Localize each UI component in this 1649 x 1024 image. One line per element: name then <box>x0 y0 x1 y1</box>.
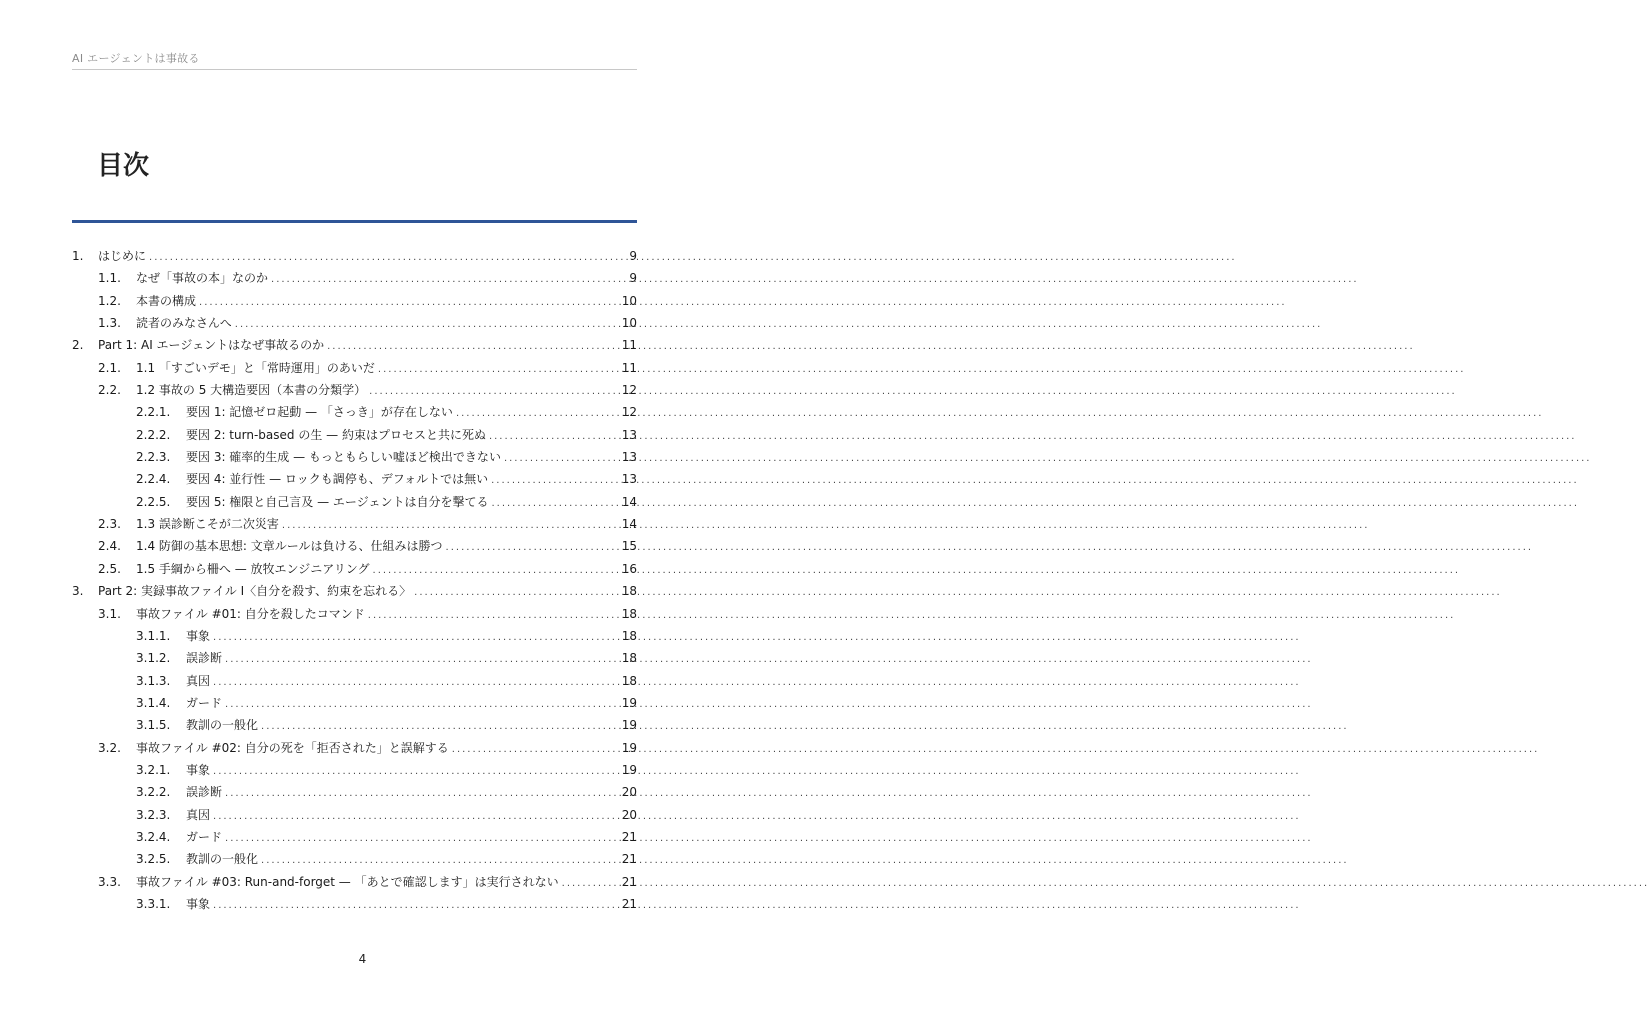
toc-entry-number: 2.2.1. <box>136 405 171 420</box>
toc-entry-title: 要因 1: 記憶ゼロ起動 — 「さっき」が存在しない <box>186 405 453 420</box>
toc-entry-page: 19 <box>621 762 637 777</box>
toc-entry-number: 3.1.3. <box>136 673 171 688</box>
toc-entry-page: 19 <box>621 695 637 710</box>
toc-dot-leader <box>225 783 620 805</box>
toc-entry-page: 14 <box>621 517 637 532</box>
toc-entry-title: 要因 4: 並行性 — ロックも調停も、デフォルトでは無い <box>186 472 489 487</box>
toc-entry-title: Part 1: AI エージェントはなぜ事故るのか <box>98 338 325 353</box>
toc-entry-page: 12 <box>621 405 637 420</box>
page-number: 4 <box>358 952 367 966</box>
toc-entry-page: 9 <box>629 249 637 263</box>
toc-entry[interactable] <box>72 513 637 535</box>
header-divider <box>72 69 637 70</box>
toc-entry[interactable] <box>72 312 637 334</box>
toc-entry-page: 9 <box>629 271 637 286</box>
toc-dot-leader <box>491 470 620 492</box>
toc-entry-number: 3.1.4. <box>136 695 171 710</box>
toc-entry[interactable] <box>72 670 637 692</box>
toc-entry[interactable] <box>72 737 637 759</box>
toc-entry-page: 18 <box>621 606 637 621</box>
toc-entry-number: 3.3.1. <box>136 896 171 911</box>
toc-entry[interactable] <box>72 535 637 557</box>
toc-entry-title: ガード <box>186 695 223 710</box>
toc-entry-page: 19 <box>621 740 637 755</box>
toc-entry-page: 11 <box>621 360 637 375</box>
toc-entry[interactable] <box>72 558 637 580</box>
toc-entry-number: 3.3. <box>98 874 121 889</box>
toc-entry[interactable] <box>72 625 637 647</box>
toc-dot-leader <box>213 895 620 917</box>
toc-entry[interactable] <box>72 446 637 468</box>
toc-entry[interactable] <box>72 580 637 602</box>
toc-entry-page: 18 <box>621 651 637 666</box>
toc-dot-leader <box>378 359 620 381</box>
toc-entry[interactable] <box>72 848 637 870</box>
toc-dot-leader <box>489 426 620 448</box>
toc-dot-leader <box>225 649 620 671</box>
title-divider <box>72 220 637 223</box>
toc-entry-page: 18 <box>621 584 637 599</box>
toc-entry-number: 1.1. <box>98 271 121 286</box>
toc-entry-page: 20 <box>621 807 637 822</box>
toc-entry-title: 事故ファイル #01: 自分を殺したコマンド <box>136 606 365 621</box>
toc-entry-number: 3.2. <box>98 740 121 755</box>
toc-entry-number: 1.3. <box>98 316 121 331</box>
toc-entry-number: 2.5. <box>98 561 121 576</box>
toc-entry-number: 3.2.5. <box>136 852 171 867</box>
toc-entry[interactable] <box>72 826 637 848</box>
toc-entry[interactable] <box>72 714 637 736</box>
toc-dot-leader <box>373 560 620 582</box>
toc-dot-leader <box>327 336 620 358</box>
toc-entry-number: 1.2. <box>98 293 121 308</box>
toc-entry-page: 21 <box>621 852 637 867</box>
toc-dot-leader <box>414 582 620 604</box>
toc-entry-title: ガード <box>186 829 223 844</box>
toc-entry-number: 3.2.2. <box>136 785 171 800</box>
toc-entry[interactable] <box>72 379 637 401</box>
toc-entry-page: 12 <box>621 383 637 398</box>
toc-entry-title: 要因 5: 権限と自己言及 — エージェントは自分を撃てる <box>186 494 489 509</box>
toc-entry-title: 真因 <box>186 673 211 688</box>
toc-entry[interactable] <box>72 647 637 669</box>
toc-entry[interactable] <box>72 267 637 289</box>
toc-entry-number: 3.2.3. <box>136 807 171 822</box>
toc-entry-title: 事象 <box>186 896 211 911</box>
toc-entry-number: 3.1.5. <box>136 718 171 733</box>
toc-entry-title: 真因 <box>186 807 211 822</box>
toc-entry-number: 1. <box>72 249 84 263</box>
toc-entry-page: 21 <box>621 896 637 911</box>
toc-entry-number: 2.3. <box>98 517 121 532</box>
toc-dot-leader <box>491 493 619 515</box>
toc-entry-number: 3. <box>72 584 84 599</box>
toc-entry-number: 3.2.1. <box>136 762 171 777</box>
toc-dot-leader <box>213 672 620 694</box>
toc-entry-page: 18 <box>621 628 637 643</box>
toc-entry-page: 10 <box>621 293 637 308</box>
toc-entry-page: 13 <box>621 427 637 442</box>
toc-entry-title: 1.5 手綱から柵へ — 放牧エンジニアリング <box>136 561 370 576</box>
toc-dot-leader <box>446 537 620 559</box>
toc-entry-title: 誤診断 <box>186 785 223 800</box>
toc-entry[interactable] <box>72 290 637 312</box>
toc-entry-title: 要因 2: turn-based の生 — 約束はプロセスと共に死ぬ <box>186 427 486 442</box>
toc-entry-page: 18 <box>621 673 637 688</box>
toc-entry-page: 13 <box>621 450 637 465</box>
toc-entry-title: 誤診断 <box>186 651 223 666</box>
toc-entry-page: 11 <box>621 338 637 353</box>
toc-dot-leader <box>149 247 627 269</box>
toc-entry-title: Part 2: 実録事故ファイル I〈自分を殺す、約束を忘れる〉 <box>98 584 412 599</box>
page-title: 目次 <box>97 151 150 181</box>
toc-entry-title: 教訓の一般化 <box>186 852 259 867</box>
toc-entry-page: 21 <box>621 874 637 889</box>
toc-entry-number: 2.2.4. <box>136 472 171 487</box>
toc-entry-number: 2.2.3. <box>136 450 171 465</box>
toc-entry-title: 1.3 誤診断こそが二次災害 <box>136 517 279 532</box>
toc-entry[interactable] <box>72 401 637 423</box>
toc-entry[interactable] <box>72 603 637 625</box>
toc-entry-title: 1.2 事故の 5 大構造要因（本書の分類学） <box>136 383 367 398</box>
toc-entry[interactable] <box>72 245 637 267</box>
toc-entry-page: 14 <box>621 494 637 509</box>
toc-dot-leader <box>456 403 620 425</box>
toc-entry-number: 2. <box>72 338 84 353</box>
toc-dot-leader <box>282 515 620 537</box>
toc-dot-leader <box>213 761 620 783</box>
toc-entry-title: 事象 <box>186 628 211 643</box>
toc-entry-page: 20 <box>621 785 637 800</box>
toc-dot-leader <box>369 381 620 403</box>
toc-dot-leader <box>504 448 620 470</box>
toc-dot-leader <box>261 850 620 872</box>
toc-entry-page: 21 <box>621 829 637 844</box>
toc-entry[interactable] <box>72 424 637 446</box>
toc-dot-leader <box>261 716 620 738</box>
toc-entry-page: 13 <box>621 472 637 487</box>
toc-entry-title: 本書の構成 <box>136 293 197 308</box>
toc-entry-number: 3.1. <box>98 606 121 621</box>
toc-entry-number: 3.1.1. <box>136 628 171 643</box>
toc-entry-title: 事故ファイル #02: 自分の死を「拒否された」と誤解する <box>136 740 449 755</box>
toc-dot-leader <box>225 694 620 716</box>
toc-dot-leader <box>368 605 620 627</box>
toc-entry[interactable] <box>72 334 637 356</box>
table-of-contents <box>72 245 637 915</box>
toc-entry-title: 教訓の一般化 <box>186 718 259 733</box>
toc-dot-leader <box>452 739 620 761</box>
toc-entry-number: 2.2.2. <box>136 427 171 442</box>
toc-dot-leader <box>562 873 620 895</box>
toc-entry[interactable] <box>72 871 637 893</box>
toc-entry-title: 読者のみなさんへ <box>136 316 232 331</box>
toc-entry-number: 2.2. <box>98 383 121 398</box>
toc-entry-title: はじめに <box>98 249 147 263</box>
toc-entry-title: 要因 3: 確率的生成 — もっともらしい嘘ほど検出できない <box>186 450 501 465</box>
toc-entry-page: 15 <box>621 539 637 554</box>
toc-dot-leader <box>213 806 620 828</box>
toc-entry[interactable] <box>72 692 637 714</box>
toc-entry-title: なぜ「事故の本」なのか <box>136 271 269 286</box>
toc-entry-number: 3.2.4. <box>136 829 171 844</box>
toc-entry-number: 3.1.2. <box>136 651 171 666</box>
toc-entry[interactable] <box>72 804 637 826</box>
toc-entry-page: 19 <box>621 718 637 733</box>
toc-dot-leader <box>213 627 620 649</box>
toc-entry[interactable] <box>72 357 637 379</box>
toc-entry[interactable] <box>72 759 637 781</box>
toc-dot-leader <box>225 828 620 850</box>
toc-entry[interactable] <box>72 893 637 915</box>
toc-entry-title: 事象 <box>186 762 211 777</box>
toc-dot-leader <box>235 314 620 336</box>
toc-entry-title: 1.4 防御の基本思想: 文章ルールは負ける、仕組みは勝つ <box>136 539 443 554</box>
toc-entry[interactable] <box>72 781 637 803</box>
toc-dot-leader <box>271 269 627 291</box>
toc-entry[interactable] <box>72 491 637 513</box>
toc-entry-number: 2.1. <box>98 360 121 375</box>
toc-entry[interactable] <box>72 468 637 490</box>
running-header: AI エージェントは事故る <box>72 52 200 65</box>
toc-entry-title: 事故ファイル #03: Run-and-forget — 「あとで確認します」は実行されない <box>136 874 559 889</box>
toc-dot-leader <box>199 292 620 314</box>
toc-entry-number: 2.4. <box>98 539 121 554</box>
toc-entry-title: 1.1 「すごいデモ」と「常時運用」のあいだ <box>136 360 375 375</box>
toc-entry-page: 16 <box>621 561 637 576</box>
toc-entry-number: 2.2.5. <box>136 494 171 509</box>
toc-entry-page: 10 <box>621 316 637 331</box>
